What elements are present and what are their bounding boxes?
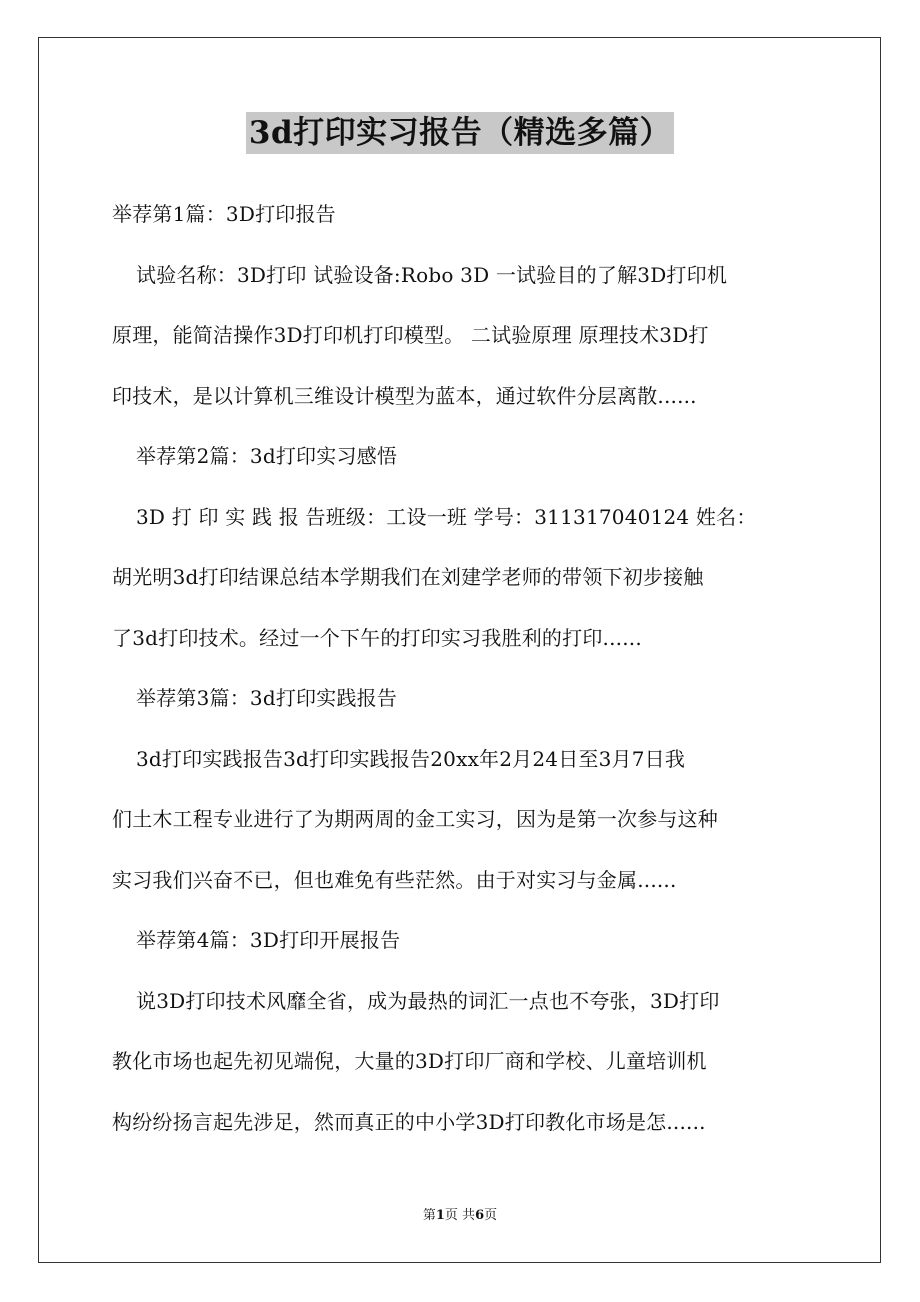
title-container bbox=[0, 112, 920, 154]
recommend-heading: 举荐第1篇：3D打印报告 bbox=[112, 202, 336, 226]
total-page-number: 6 bbox=[475, 1208, 485, 1223]
paragraph-line: 印技术，是以计算机三维设计模型为蓝本，通过软件分层离散...... bbox=[112, 383, 697, 408]
paragraph-line: 原理，能简洁操作3D打印机打印模型。 二试验原理 原理技术3D打 bbox=[112, 323, 709, 347]
current-page-number: 1 bbox=[435, 1208, 445, 1223]
paragraph-line: 3D 打 印 实 践 报 告班级：工设一班 学号：311317040124 姓名： bbox=[136, 504, 757, 529]
recommend-heading: 举荐第4篇：3D打印开展报告 bbox=[136, 928, 401, 952]
page-number-prefix: 第 bbox=[422, 1208, 436, 1223]
document-title: 3d打印实习报告（精选多篇） bbox=[246, 112, 674, 154]
paragraph-line: 构纷纷扬言起先涉足，然而真正的中小学3D打印教化市场是怎...... bbox=[112, 1109, 706, 1134]
paragraph-line: 教化市场也起先初见端倪，大量的3D打印厂商和学校、儿童培训机 bbox=[112, 1049, 707, 1073]
paragraph-line: 了3d打印技术。经过一个下午的打印实习我胜利的打印...... bbox=[112, 625, 642, 650]
page-footer bbox=[0, 1206, 920, 1226]
paragraph-line: 们土木工程专业进行了为期两周的金工实习，因为是第一次参与这种 bbox=[112, 807, 718, 831]
page-number-suffix: 页 bbox=[484, 1208, 498, 1223]
recommend-heading: 举荐第2篇：3d打印实习感悟 bbox=[136, 444, 398, 468]
paragraph-line: 3d打印实践报告3d打印实践报告20xx年2月24日至3月7日我 bbox=[136, 746, 686, 771]
paragraph-line: 实习我们兴奋不已，但也难免有些茫然。由于对实习与金属...... bbox=[112, 867, 677, 892]
document-body bbox=[112, 190, 812, 1158]
recommend-heading: 举荐第3篇：3d打印实践报告 bbox=[136, 686, 398, 710]
paragraph-line: 胡光明3d打印结课总结本学期我们在刘建学老师的带领下初步接触 bbox=[112, 565, 704, 589]
paragraph-line: 说3D打印技术风靡全省，成为最热的词汇一点也不夸张，3D打印 bbox=[136, 988, 720, 1013]
page-number-mid: 页 共 bbox=[444, 1208, 476, 1223]
paragraph-line: 试验名称：3D打印 试验设备:Robo 3D 一试验目的了解3D打印机 bbox=[136, 262, 728, 287]
